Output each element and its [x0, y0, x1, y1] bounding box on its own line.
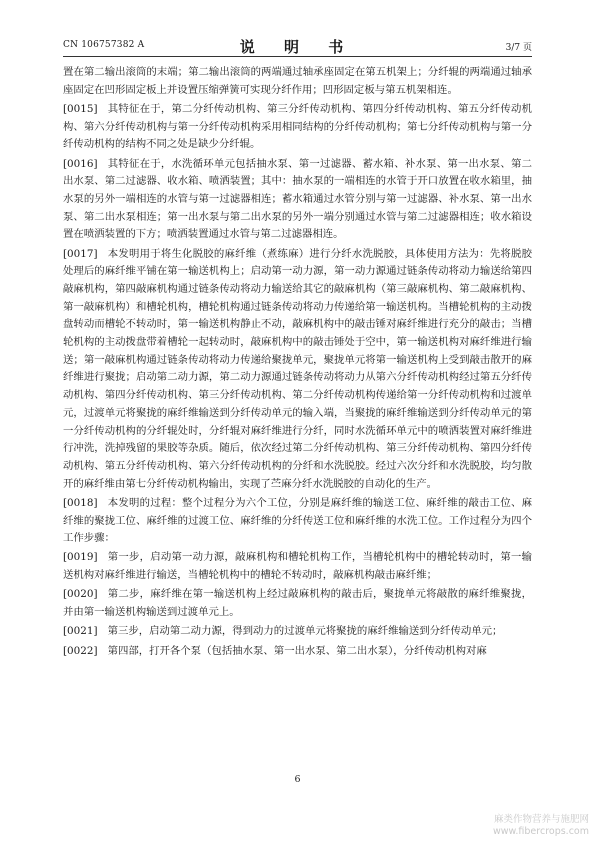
page-of-label: 3/7 页	[505, 43, 532, 53]
paragraph-text: 第四部，打开各个泵（包括抽水泵、第一出水泵、第二出水泵），分纤传动机构对麻	[107, 644, 487, 657]
paragraph-continuation	[63, 64, 532, 99]
paragraph-number: [0016]	[63, 157, 98, 170]
page-header	[63, 36, 532, 54]
paragraph-0020	[63, 586, 532, 621]
page-number: 6	[294, 774, 301, 785]
paragraph-0017	[63, 246, 532, 494]
header-divider	[63, 56, 532, 57]
paragraph-0019	[63, 549, 532, 584]
paragraph-number: [0017]	[63, 247, 98, 260]
paragraph-text: 本发明的过程：整个过程分为六个工位，分别是麻纤维的输送工位、麻纤维的敲击工位、麻纤维的聚拢工位、麻纤维的过渡工位、麻纤维的分纤传送工位和麻纤维的水洗工位。工作过程分为四个工作步骤：	[63, 496, 532, 545]
paragraph-number: [0020]	[63, 588, 98, 601]
paragraph-0018	[63, 495, 532, 548]
paragraph-number: [0018]	[63, 496, 98, 509]
description-body	[63, 64, 532, 662]
paragraph-text: 第一步，启动第一动力源，敲麻机构和槽轮机构工作，当槽轮机构中的槽轮转动时，第一输送机构对麻纤维进行输送，当槽轮机构中的槽轮不转动时，敲麻机构敲击麻纤维；	[63, 551, 532, 582]
paragraph-text: 第三步，启动第二动力源，得到动力的过渡单元将聚拢的麻纤维输送到分纤传动单元；	[107, 625, 503, 638]
watermark-site-name: 麻类作物营养与施肥网	[493, 814, 589, 825]
paragraph-0022	[63, 643, 532, 661]
paragraph-text: 其特征在于，第二分纤传动机构、第三分纤传动机构、第四分纤传动机构、第五分纤传动机构、第六分纤传动机构与第一分纤传动机构采用相同结构的分纤传动机构；第七分纤传动机构与第一分纤传动机构的结构不同之处是缺少分纤辊。	[63, 102, 532, 151]
paragraph-0015	[63, 101, 532, 154]
patent-number: CN 106757382 A	[63, 40, 145, 50]
site-watermark	[493, 814, 589, 838]
paragraph-number: [0022]	[63, 644, 98, 657]
paragraph-0021	[63, 623, 532, 641]
document-title: 说 明 书	[239, 38, 356, 56]
paragraph-text: 第二步，麻纤维在第一输送机构上经过敲麻机构的敲击后，聚拢单元将敲散的麻纤维聚拢，并由第一输送机构输送到过渡单元上。	[63, 588, 532, 619]
paragraph-text: 本发明用于将生化脱胶的麻纤维（煮练麻）进行分纤水洗脱胶，具体使用方法为：先将脱胶处理后的麻纤维平铺在第一输送机构上；启动第一动力源，第一动力源通过链条传动将动力输送给第四敲麻机构，第四敲麻机构通过链条传动将动力输送给其它的敲麻机构（第三敲麻机构、第二敲麻机构、第一敲麻机构）和槽轮机构，槽轮机构通过链条传动将动力传递给第一输送机构。当槽轮机构的主动拨盘转动而槽轮不转动时，第一输送机构静止不动，敲麻机构中的敲击锤对麻纤维进行充分的敲击；当槽轮机构的主动拨盘带着槽轮一起转动时，敲麻机构中的敲击锤处于空中，第一输送机构对麻纤维进行输送；第一敲麻机构通过链条传动将动力传递给聚拢单元，聚拢单元将第一输送机构上受到敲击散开的麻纤维进行聚拢；启动第二动力源，第二动力源通过链条传动将动力从第六分纤传动机构经过第五分纤传动机构、第四分纤传动机构、第三分纤传动机构、第二分纤传动机构传递给第一分纤传动机构和过渡单元，过渡单元将聚拢的麻纤维输送到分纤传动单元的输入端，当聚拢的麻纤维输送到分纤传动单元的第一分纤传动机构的分纤辊处时，分纤辊对麻纤维进行分纤，同时水洗循环单元中的喷洒装置对麻纤维进行冲洗，洗掉残留的果胶等杂质。随后，依次经过第二分纤传动机构、第三分纤传动机构、第四分纤传动机构、第五分纤传动机构、第六分纤传动机构的分纤和水洗脱胶。经过六次分纤和水洗脱胶，均匀散开的麻纤维由第七分纤传动机构输出，实现了苎麻分纤水洗脱胶的自动化的生产。	[63, 247, 532, 490]
paragraph-text: 置在第二输出滚筒的末端；第二输出滚筒的两端通过轴承座固定在第五机架上；分纤辊的两端通过轴承座固定在凹形固定板上并设置压缩弹簧可实现分纤作用；凹形固定板与第五机架相连。	[63, 66, 532, 96]
paragraph-0016	[63, 156, 532, 245]
paragraph-number: [0019]	[63, 551, 98, 564]
watermark-url: www.fibercrops.com	[492, 826, 589, 837]
paragraph-number: [0021]	[63, 625, 98, 638]
paragraph-number: [0015]	[63, 102, 98, 115]
paragraph-text: 其特征在于，水洗循环单元包括抽水泵、第一过滤器、蓄水箱、补水泵、第一出水泵、第二出水泵、第二过滤器、收水箱、喷洒装置；其中：抽水泵的一端相连的水管于开口放置在收水箱里，抽水泵的另外一端相连的水管与第一过滤器相连；蓄水箱通过水管分别与第一过滤器、补水泵、第一出水泵、第二出水泵相连；第一出水泵与第二出水泵的另外一端分别通过水管与第二过滤器相连；收水箱设置在喷洒装置的下方；喷洒装置通过水管与第二过滤器相连。	[63, 157, 532, 241]
